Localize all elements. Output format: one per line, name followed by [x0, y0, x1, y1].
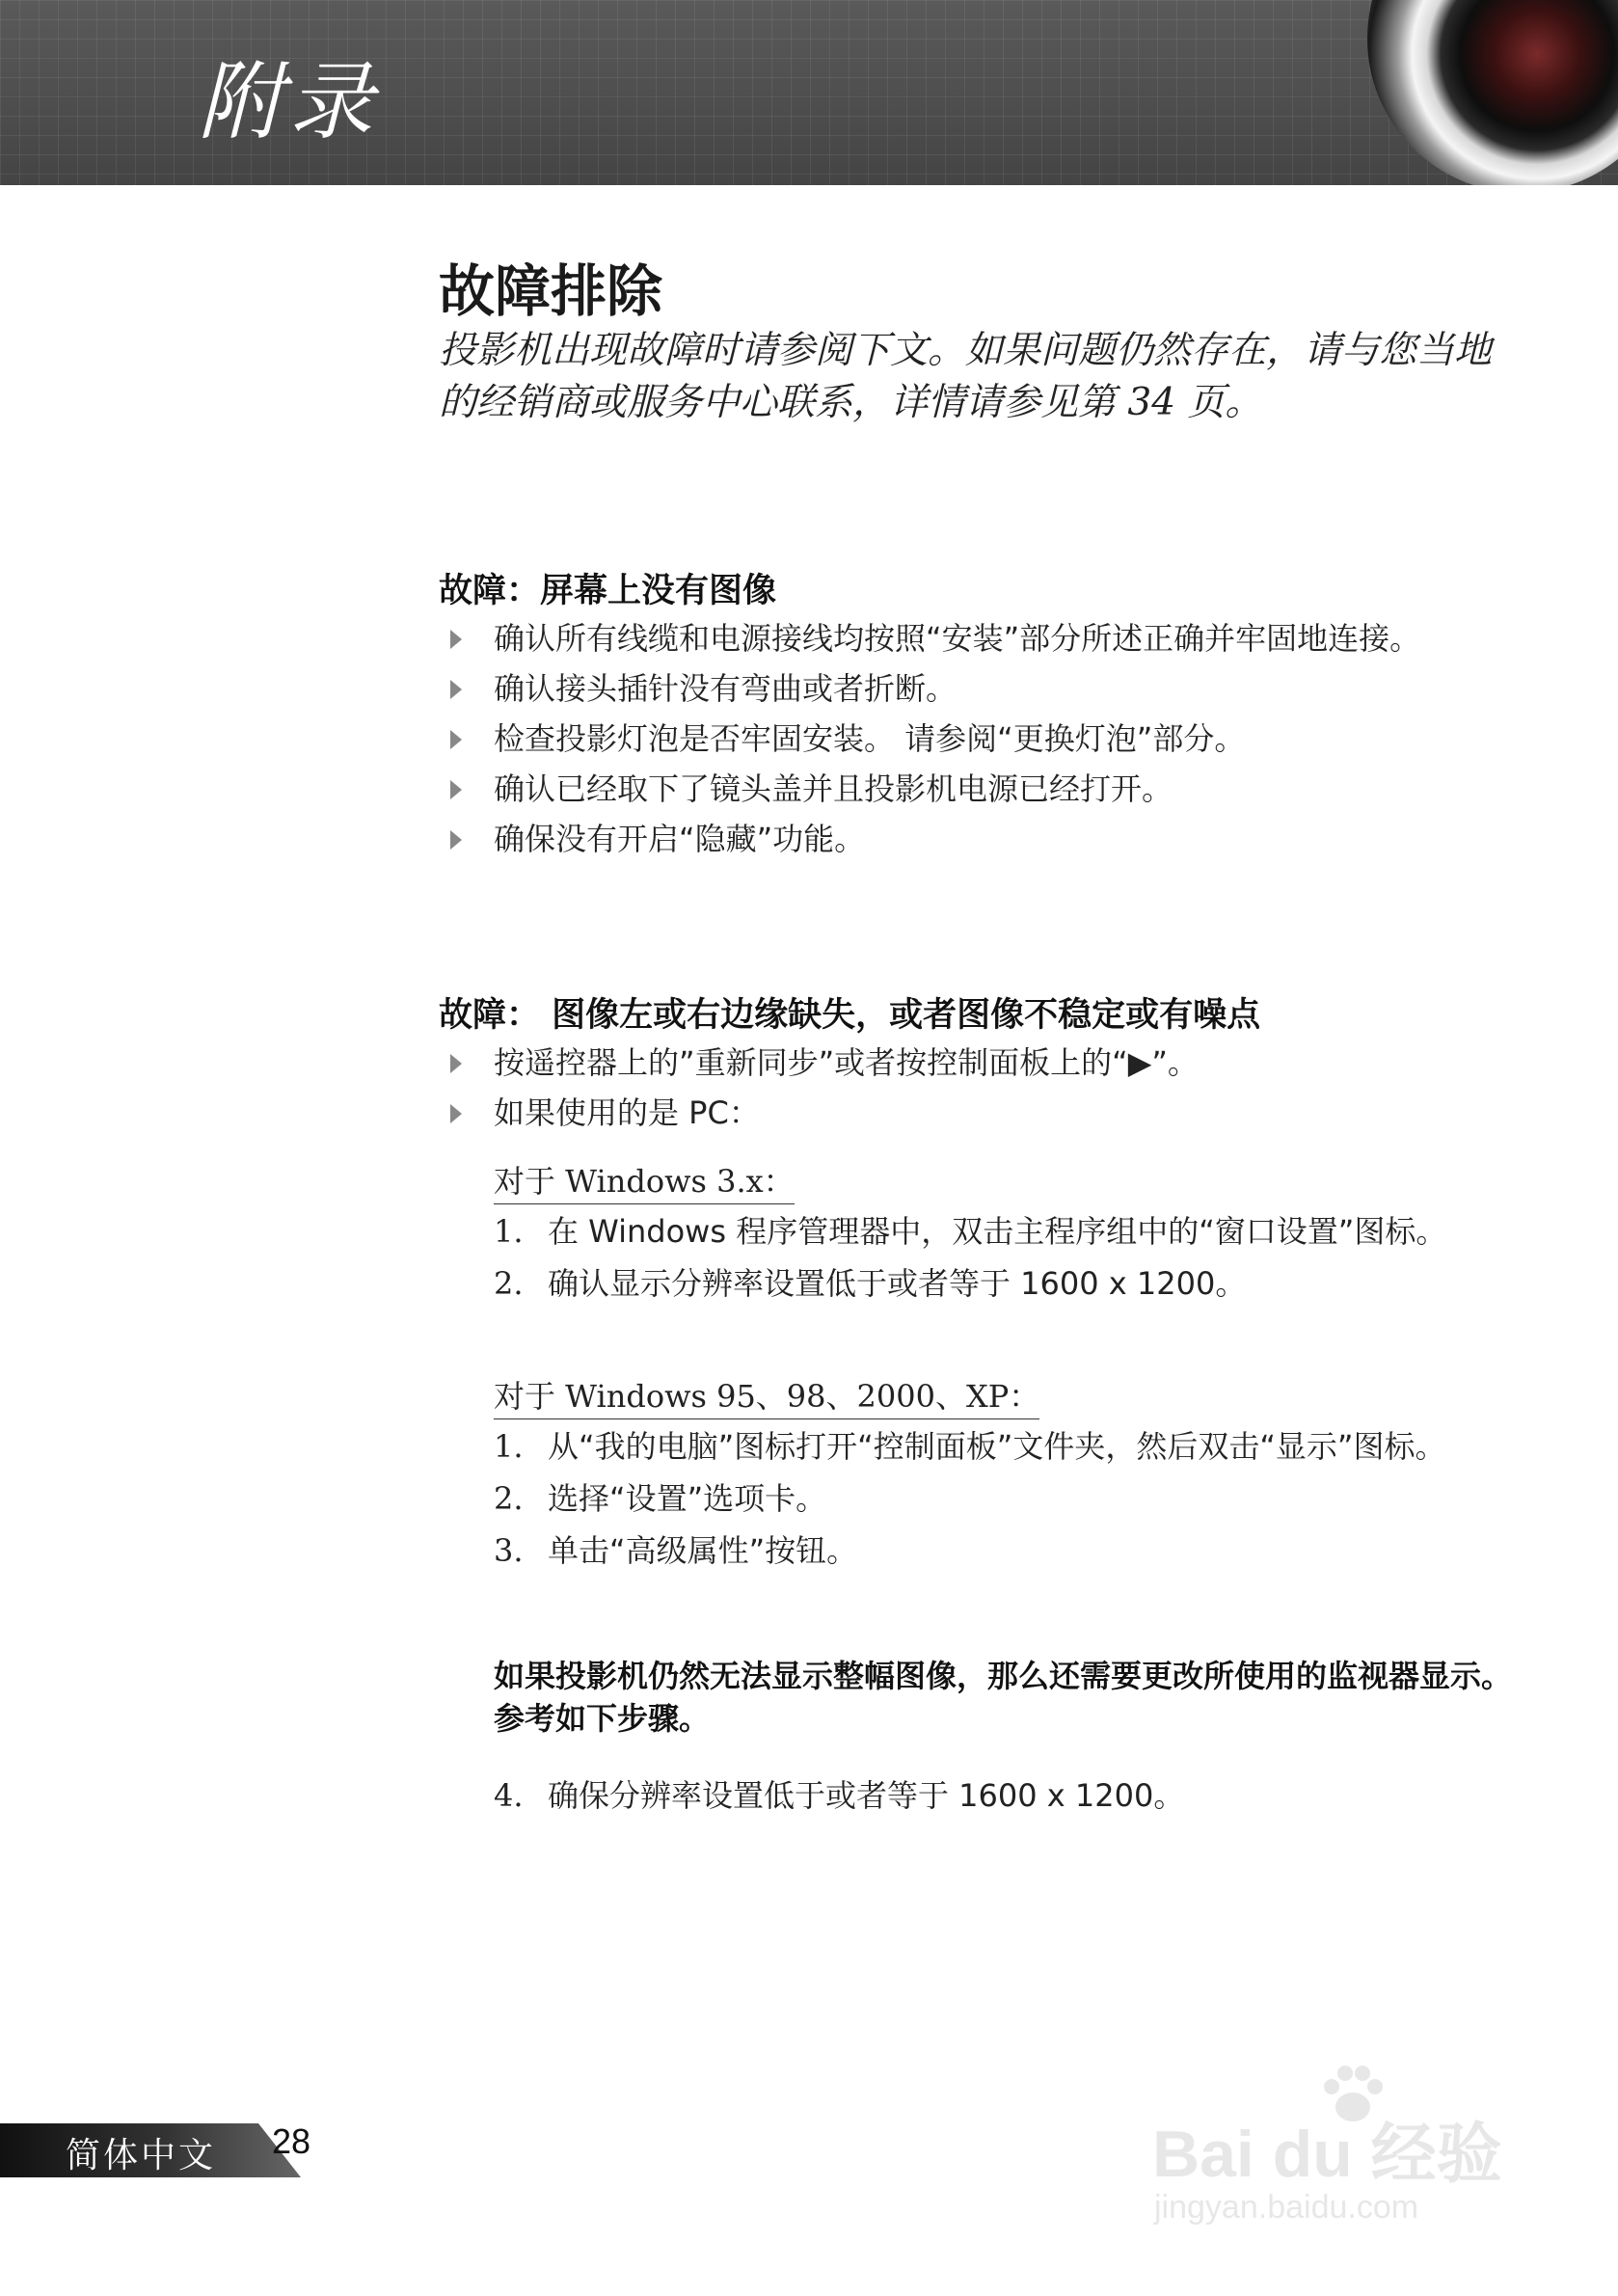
baidu-watermark [1152, 2054, 1538, 2247]
section1-list [439, 617, 1509, 868]
windows95-steps [494, 1425, 1516, 1581]
bullet-arrow-icon [450, 1054, 462, 1073]
section1-title: 故障：屏幕上没有图像 [439, 572, 777, 610]
watermark-brand: Bai du 经验 [1152, 2118, 1502, 2191]
intro-paragraph: 投影机出现故障时请参阅下文。如果问题仍然存在，请与您当地的经销商或服务中心联系，详情请参见第 34 页。 [439, 329, 1493, 424]
footer-language: 简体中文 [66, 2136, 217, 2175]
step-item: 3. 单击“高级属性”按钮。 [494, 1532, 858, 1569]
page-heading: 故障排除 [439, 258, 663, 324]
windows95-label: 对于 Windows 95、98、2000、XP： [494, 1372, 1039, 1419]
list-item: 按遥控器上的”重新同步”或者按控制面板上的“▶”。 [439, 1041, 1509, 1084]
bullet-arrow-icon [450, 680, 462, 699]
bullet-arrow-icon [450, 630, 462, 649]
step-item: 4. 确保分辨率设置低于或者等于 1600 x 1200。 [494, 1777, 1185, 1814]
list-item: 确保没有开启“隐藏”功能。 [439, 818, 1509, 860]
section2-title: 故障： 图像左或右边缘缺失，或者图像不稳定或有噪点 [439, 996, 1261, 1035]
final-steps [494, 1774, 1516, 1826]
bullet-arrow-icon [450, 780, 462, 799]
step-item: 2. 选择“设置”选项卡。 [494, 1480, 827, 1517]
chapter-title: 附录 [198, 52, 380, 151]
step-item: 1. 从“我的电脑”图标打开“控制面板”文件夹，然后双击“显示”图标。 [494, 1428, 1446, 1465]
bullet-arrow-icon [450, 830, 462, 850]
step-item: 2. 确认显示分辨率设置低于或者等于 1600 x 1200。 [494, 1265, 1247, 1302]
monitor-note: 如果投影机仍然无法显示整幅图像，那么还需要更改所使用的监视器显示。参考如下步骤。 [494, 1658, 1513, 1737]
watermark-url: jingyan.baidu.com [1154, 2189, 1419, 2226]
list-item: 确认接头插针没有弯曲或者折断。 [439, 667, 1509, 710]
list-item: 确认所有线缆和电源接线均按照“安装”部分所述正确并牢固地连接。 [439, 617, 1509, 660]
list-item: 确认已经取下了镜头盖并且投影机电源已经打开。 [439, 768, 1509, 810]
section2-list [439, 1041, 1509, 1142]
page-number: 28 [272, 2121, 311, 2161]
windows3-label: 对于 Windows 3.x： [494, 1157, 795, 1204]
list-item: 如果使用的是 PC： [439, 1092, 1509, 1134]
bullet-arrow-icon [450, 730, 462, 749]
list-item: 检查投影灯泡是否牢固安装。 请参阅“更换灯泡”部分。 [439, 717, 1509, 760]
step-item: 1. 在 Windows 程序管理器中，双击主程序组中的“窗口设置”图标。 [494, 1213, 1447, 1250]
windows3-steps [494, 1210, 1516, 1314]
bullet-arrow-icon [450, 1104, 462, 1123]
